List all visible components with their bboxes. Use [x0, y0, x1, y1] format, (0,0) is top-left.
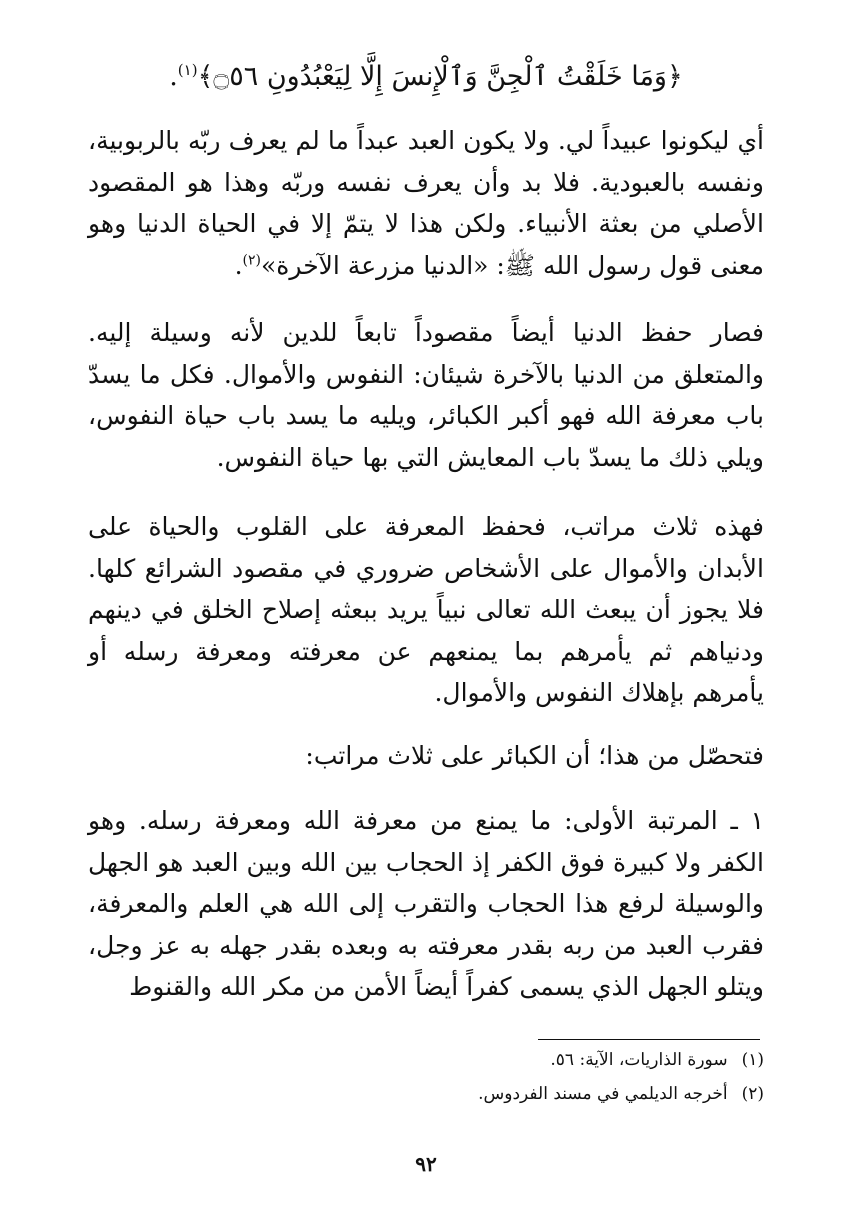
footnote-1-text: سورة الذاريات، الآية: ٥٦. — [550, 1050, 728, 1070]
footnote-1-number: (١) — [741, 1050, 764, 1070]
paragraph-5: ١ ـ المرتبة الأولى: ما يمنع من معرفة الله ومعرفة رسله. وهو الكفر ولا كبيرة فوق الكفر إذ الحجاب بين الله وبين العبد هو الجهل والوسيلة لرفع هذا الحجاب والتقرب إلى الله هي العلم والمعرفة، فقرب العبد من ربه بقدر معرفته به وبعده بقدر جهله به عز وجل، ويتلو الجهل الذي يسمى كفراً أيضاً الأمن من مكر الله والقنوط — [88, 806, 764, 1001]
paragraph-3: فهذه ثلاث مراتب، فحفظ المعرفة على القلوب والحياة على الأبدان والأموال على الأشخاص ضروري في مقصود الشرائع كلها. فلا يجوز أن يبعث الله تعالى نبياً يريد ببعثه إصلاح الخلق في دينهم ودنياهم ثم يأمرهم بما يمنعهم عن معرفته ومعرفة رسله أو يأمرهم بإهلاك النفوس والأموال. — [88, 512, 764, 707]
quran-verse — [90, 50, 762, 97]
paragraph-1-end: . — [234, 250, 243, 280]
footnote-1 — [550, 1048, 764, 1072]
paragraph-1-text: أي ليكونوا عبيداً لي. ولا يكون العبد عبداً ما لم يعرف ربّه بالربوبية، ونفسه بالعبودية. فلا بد وأن يعرف نفسه وربّه وهذا هو المقصود الأصلي من بعثة الأنبياء. ولكن هذا لا يتمّ إلا في الحياة الدنيا وهو معنى قول رسول الله ﷺ: «الدنيا مزرعة الآخرة» — [88, 126, 764, 280]
verse-end: . — [169, 61, 178, 92]
page-number: ٩٢ — [415, 1152, 437, 1176]
paragraph-1 — [88, 120, 764, 286]
verse-text: ﴿وَمَا خَلَقْتُ ٱلْجِنَّ وَٱلْإِنسَ إِلَّا لِيَعْبُدُونِ ۝٥٦﴾ — [197, 61, 683, 92]
paragraph-2: فصار حفظ الدنيا أيضاً مقصوداً تابعاً للدين لأنه وسيلة إليه. والمتعلق من الدنيا بالآخرة شيئان: النفوس والأموال. فكل ما يسدّ باب معرفة الله فهو أكبر الكبائر، ويليه ما يسد باب حياة النفوس، ويلي ذلك ما يسدّ باب المعايش التي بها حياة النفوس. — [88, 318, 764, 472]
footnote-2 — [478, 1082, 764, 1106]
footnote-2-text: أخرجه الديلمي في مسند الفردوس. — [478, 1084, 728, 1104]
paragraph-4: فتحصّل من هذا؛ أن الكبائر على ثلاث مراتب: — [305, 741, 764, 770]
footnote-2-number: (٢) — [741, 1084, 764, 1104]
footnote-divider — [538, 1039, 760, 1040]
footnote-ref-1[interactable]: (١) — [177, 61, 198, 79]
footnote-ref-2[interactable]: (٢) — [242, 252, 262, 269]
